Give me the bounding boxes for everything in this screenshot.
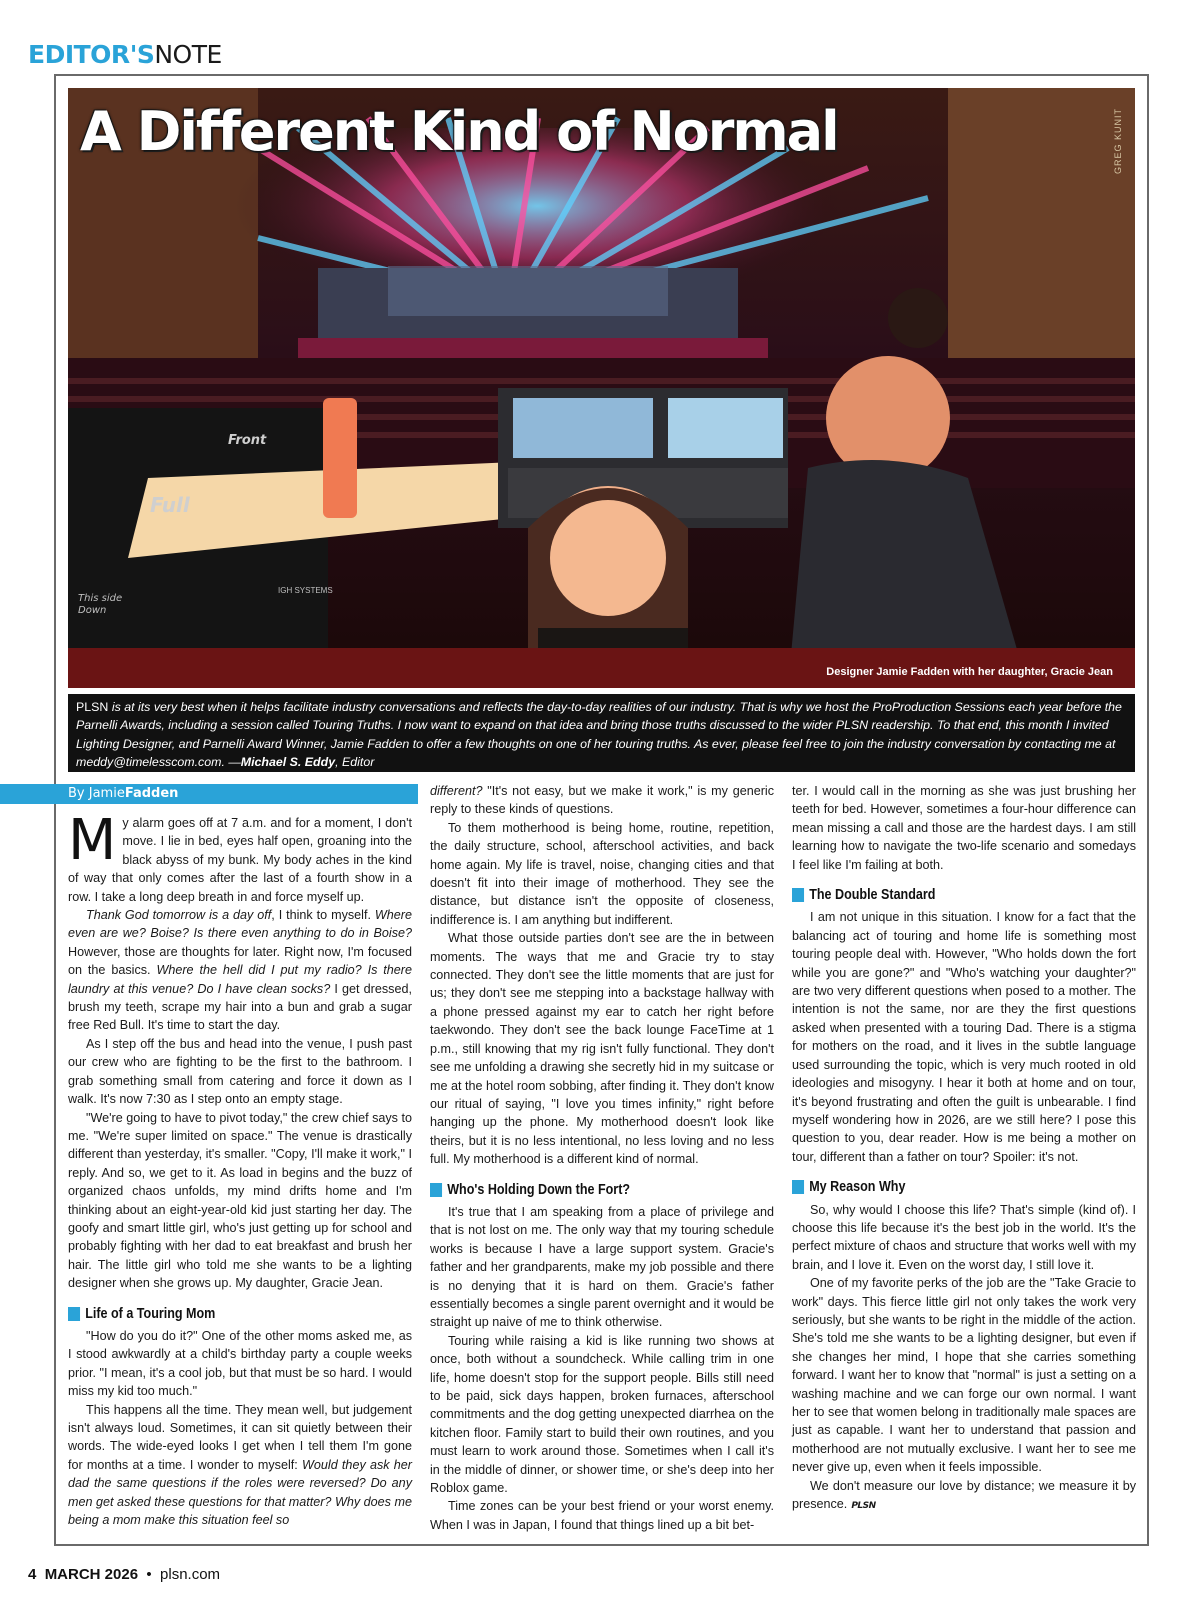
stage-label-this-side: This side Down [78, 593, 123, 616]
italic-text: Would they ask her dad the same questions if the roles were reversed? Do any men get asked these questions for that matter? Why does me being a mom make this situation feel so [68, 1457, 412, 1528]
paragraph: One of my favorite perks of the job are the "Take Gracie to work" days. This fierce little girl not only takes the work very seriously, but she wants to be right in the middle of the action. She's told me she wants to be a lighting designer, but even if she changes her mind, I hope that she carries something forward. I want her to know that "normal" is just a setting on a washing machine and we can forge our own normal. I want her to see that women belong in traditionally male spaces are just as capable. I want her to understand that passion and motherhood are not mutually exclusive. I want her to see me never give up, even when it feels impossible. [792, 1276, 1136, 1475]
italic-text: Where the hell did I put my radio? Is there laundry at this venue? Do I have clean socks? [68, 963, 412, 996]
subhead-text: My Reason Why [809, 1179, 906, 1196]
subhead-text: Life of a Touring Mom [85, 1305, 216, 1322]
feature-photo [68, 88, 1135, 688]
intro-plsn: PLSN [76, 700, 109, 714]
italic-text: Thank God tomorrow is a day off [86, 908, 272, 923]
concert-photo-illustration [68, 88, 1135, 688]
paragraph-text: y alarm goes off at 7 a.m. and for a moment, I don't move. I lie in bed, eyes half open, groaning into the black abyss of my bunk. My body aches in the kind of way that only comes after the last of a fourth show in a row. I take a long deep breath in and force myself up. [68, 816, 412, 904]
section-header-editors: EDITOR'S [28, 40, 155, 69]
paragraph: I am not unique in this situation. I know for a fact that the balancing act of touring and home life is something most touring people deal with. However, "Who holds down the fort while you are gone?" and "Who's watching your daughter?" are two very different questions when posed to a mother. The intention is not the same, nor are they the first questions asked when presented with a touring Dad. There is a stigma for mothers on the road, and it lives in the subtle language used surrounding the topic, which is very much rooted in old ideologies and misogyny. I hear it both at home and on tour, it's beyond frustrating and often the guilt is unbearable. I find myself wondering how in 2026, are we still here? I pose this question to you, dear reader. How is me being a mother on tour, different than a father on tour? Spoiler: it's not. [792, 910, 1136, 1164]
article-column-3 [792, 782, 1136, 1515]
page-footer [28, 1566, 220, 1583]
stage-label-systems: IGH SYSTEMS [278, 586, 333, 595]
stage-label-front: Front [228, 433, 267, 448]
byline-prefix: By Jamie [68, 786, 125, 801]
paragraph [792, 1477, 1136, 1516]
stage-label-full: Full [150, 493, 190, 517]
article-column-1 [68, 808, 412, 1529]
paragraph: Time zones can be your best friend or your worst enemy. When I was in Japan, I found that things lined up a bit bet- [430, 1499, 774, 1532]
paragraph: What those outside parties don't see are the in between moments. The ways that me and Gracie try to stay connected. They don't see the little moments that are just for us; they don't see me stepping into a backstage hallway with a phone pressed against my ear to catch her right before taekwondo. They don't see the back lounge FaceTime at 1 p.m., still knowing that my rig isn't fully functional. They don't see me unfolding a drawing she secretly hid in my suitcase or me at the hotel room sobbing, after finding it. They don't know our ritual of saying, "I love you times infinity," right before hanging up the phone. My motherhood doesn't look like theirs, but it is no less intentional, no less loving and no less full. My motherhood is a different kind of normal. [430, 931, 774, 1167]
paragraph-text: We don't measure our love by distance; we measure it by presence. [792, 1478, 1136, 1512]
subhead-square-icon [430, 1183, 442, 1197]
website-link[interactable]: plsn.com [160, 1566, 221, 1583]
paragraph: Touring while raising a kid is like running two shows at once, both without a soundcheck. While calling trim in one life, home doesn't stop for the support people. Bills still need to be paid, sick days happen, broken furnaces, afterschool commitments and the dog getting unexpected diarrhea on the kitchen floor. Family start to build their own routines, and you must learn to work around those. Sometimes when I call it's in the middle of dinner, or shower time, or she's deep into her Roblox game. [430, 1333, 774, 1496]
paragraph: So, why would I choose this life? That's simple (kind of). I choose this life because it's the best job in the world. It's the perfect mixture of chaos and structure that works well with my brain, and I love it. Even on the worst day, I still love it. [792, 1202, 1136, 1272]
photo-caption: Designer Jamie Fadden with her daughter, Gracie Jean [826, 666, 1113, 678]
page-number: 4 [28, 1566, 37, 1583]
editor-intro [68, 694, 1135, 772]
paragraph [68, 808, 412, 906]
section-header-note: NOTE [154, 40, 222, 69]
paragraph-text: I get dressed, brush my teeth, scrape my hair into a bun and grab a sugar free Red Bull. It's time to start the day. [68, 981, 412, 1033]
paragraph-text: However, those are thoughts for later. Right now, I'm focused on the basics. [68, 944, 412, 978]
end-mark-logo: PLSN [851, 1501, 876, 1512]
paragraph: "We're going to have to pivot today," the crew chief says to me. "We're super limited on space." The venue is drastically different than yesterday, it's smaller. "Copy, I'll make it work," I reply. And so, we get to it. As load in begins and the buzz of organized chaos unfolds, my mind drifts home and I'm thinking about an eight-year-old kid just starting her day. The goofy and smart little girl, who's just getting up for school and probably fighting with her dad to eat breakfast and brush her hair. The little girl who told me she wants to be a lighting designer when she grows up. My daughter, Gracie Jean. [68, 1110, 412, 1291]
subhead [430, 1181, 726, 1199]
italic-text: different? [430, 784, 483, 798]
paragraph [430, 782, 774, 819]
footer-separator: • [146, 1566, 152, 1583]
paragraph: To them motherhood is being home, routine, repetition, the daily structure, school, afterschool activities, and back home again. My life is travel, noise, changing cities and that doesn't fit into their image of motherhood. They see the distance, but distance isn't the opposite of closeness, indifference is. I am anything but indifferent. [430, 820, 774, 927]
paragraph: As I step off the bus and head into the venue, I push past our crew who are fighting to be the first to the bathroom. I grab something small from catering and force it down as I walk. It's now 7:30 as I step onto an empty stage. [68, 1036, 412, 1107]
article-headline: A Different Kind of Normal [80, 100, 838, 163]
paragraph: ter. I would call in the morning as she was just brushing her teeth for bed. However, sometimes a four-hour difference can mean missing a call and those are the hardest days. I am still learning how to navigate the two-life scenario and somedays I feel like I'm failing at both. [792, 784, 1136, 872]
subhead-square-icon [68, 1307, 80, 1321]
intro-body: is at its very best when it helps facilitate industry conversations and reflects the day-to-day realities of our industry. That is why we host the ProProduction Sessions each year before the Parnelli Awards, including a session called Touring Truths. I now want to expand on that idea and bring those truths discussed to the wider PLSN readership. To that end, this month I invited Lighting Designer, and Parnelli Award Winner, Jamie Fadden to offer a few thoughts on one of her touring truths. As ever, please feel free to join the industry conversation by contacting me at meddy@timelesscom.com. — [76, 700, 1122, 770]
photo-credit: GREG KUNIT [1113, 108, 1123, 175]
subhead-square-icon [792, 888, 804, 902]
paragraph: "How do you do it?" One of the other moms asked me, as I stood awkwardly at a child's birthday party a couple weeks prior. "I mean, it's a cool job, but that must be so hard. I would miss my kid too much." [68, 1328, 412, 1399]
intro-signoff-name: Michael S. Eddy [240, 755, 336, 770]
subhead [68, 1305, 364, 1323]
issue-date: MARCH 2026 [44, 1566, 139, 1583]
paragraph [68, 906, 412, 1035]
subhead-text: Who's Holding Down the Fort? [447, 1181, 631, 1198]
paragraph: It's true that I am speaking from a place of privilege and that is not lost on me. The only way that my touring schedule works is because I have a large support system. Gracie's father and her grandparents, make my job possible and there is no denying that it is hard on them. Gracie's father essentially becomes a single parent overnight and it would be straight up naive of me to think otherwise. [430, 1204, 774, 1330]
subhead-square-icon [792, 1180, 804, 1194]
paragraph [68, 1401, 412, 1530]
drop-cap: M [68, 808, 117, 873]
article-column-2 [430, 782, 774, 1534]
section-header [28, 42, 222, 67]
intro-signoff-role: , Editor [335, 755, 375, 770]
subhead [792, 1178, 1088, 1196]
byline [0, 784, 418, 804]
paragraph-text: , I think to myself. [271, 908, 375, 923]
italic-text: Where even are we? Boise? Is there even anything to do in Boise? [68, 908, 412, 941]
paragraph-text: "It's not easy, but we make it work," is my generic reply to these kinds of questions. [430, 784, 774, 817]
subhead-text: The Double Standard [809, 887, 936, 904]
byline-name: Fadden [124, 786, 179, 801]
paragraph-text: This happens all the time. They mean well, but judgement isn't always loud. Sometimes, it can sit quietly between their words. The wide-eyed looks I get when I tell them I'm gone for months at a time. I wonder to myself: [68, 1402, 412, 1472]
subhead [792, 886, 1088, 904]
